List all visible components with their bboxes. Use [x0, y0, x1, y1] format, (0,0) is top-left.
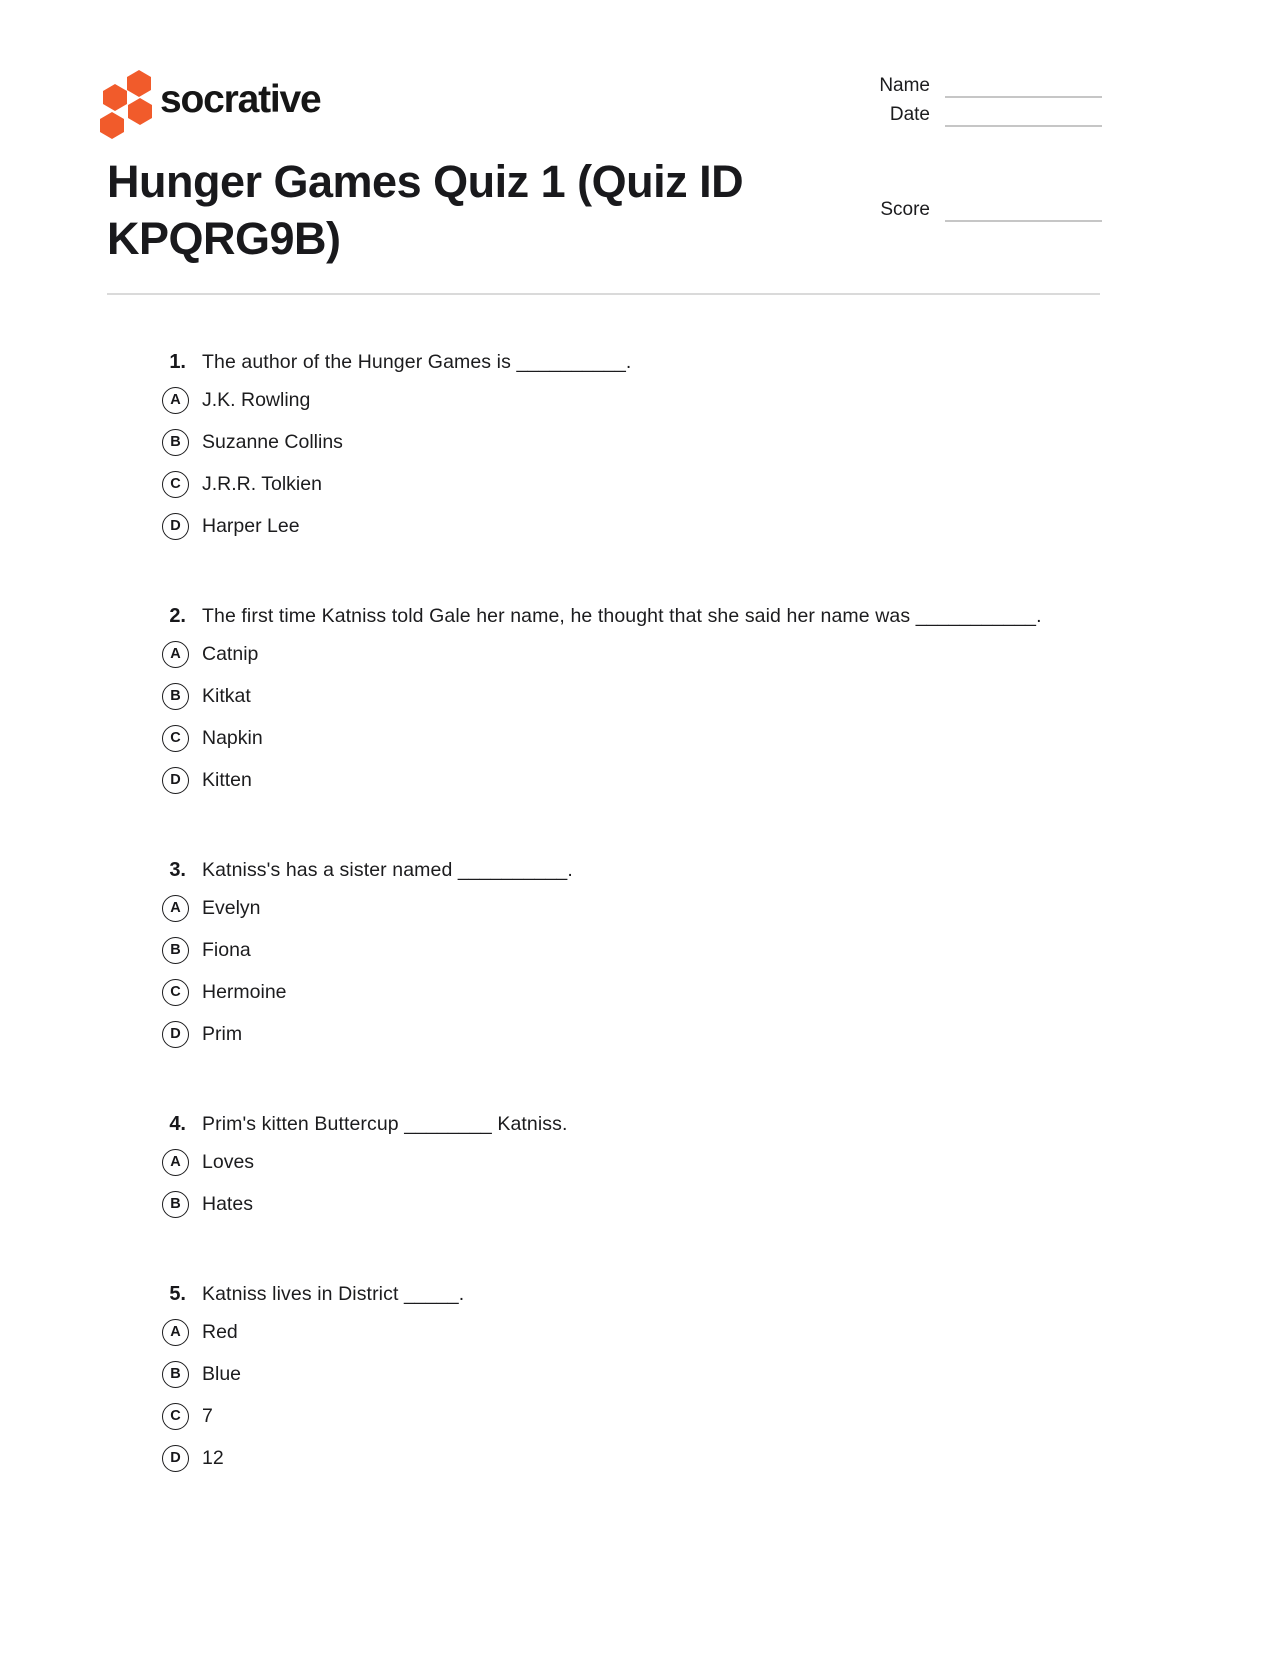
- question-number: 1.: [169, 350, 186, 373]
- question-block: [107, 1281, 1167, 1472]
- option-letter: C: [170, 984, 181, 1001]
- option-letter: C: [170, 476, 181, 493]
- option-bubble-icon: [162, 683, 189, 710]
- option-bubble-icon: [162, 1403, 189, 1430]
- option-letter: A: [170, 1324, 181, 1341]
- hexagon-icon: [127, 70, 151, 97]
- options-list: [107, 1149, 1167, 1218]
- question-text: Katniss lives in District _____.: [202, 1282, 465, 1305]
- option-letter: B: [170, 1196, 181, 1213]
- hexagon-icon: [103, 84, 127, 111]
- option-bubble-icon: [162, 429, 189, 456]
- option-bubble-icon: [162, 1191, 189, 1218]
- question-number: 4.: [169, 1112, 186, 1135]
- option-letter: A: [170, 1154, 181, 1171]
- socrative-logo: [100, 69, 340, 141]
- question-text: The author of the Hunger Games is __________.: [202, 350, 632, 373]
- option-text: Fiona: [202, 939, 251, 961]
- question-number: 5.: [169, 1282, 186, 1305]
- option-letter: A: [170, 646, 181, 663]
- option-bubble-icon: [162, 1361, 189, 1388]
- options-list: [107, 641, 1167, 794]
- options-list: [107, 387, 1167, 540]
- answer-option[interactable]: [107, 895, 1167, 922]
- options-list: [107, 1319, 1167, 1472]
- option-bubble-icon: [162, 725, 189, 752]
- answer-option[interactable]: [107, 767, 1167, 794]
- option-letter: B: [170, 434, 181, 451]
- answer-option[interactable]: [107, 387, 1167, 414]
- question-block: [107, 349, 1167, 540]
- option-letter: A: [170, 900, 181, 917]
- option-text: J.K. Rowling: [202, 389, 311, 411]
- question-text: Prim's kitten Buttercup ________ Katniss.: [202, 1112, 568, 1135]
- option-text: Napkin: [202, 727, 263, 749]
- option-text: Harper Lee: [202, 515, 300, 537]
- option-text: Blue: [202, 1363, 242, 1385]
- hexagon-icon: [100, 112, 124, 139]
- question-row: [107, 603, 1167, 629]
- option-bubble-icon: [162, 387, 189, 414]
- hexagon-icon: [128, 98, 152, 125]
- answer-option[interactable]: [107, 1361, 1167, 1388]
- answer-option[interactable]: [107, 429, 1167, 456]
- option-text: Loves: [202, 1151, 255, 1173]
- option-text: Kitten: [202, 769, 252, 791]
- option-letter: D: [170, 772, 181, 789]
- option-bubble-icon: [162, 1021, 189, 1048]
- date-blank-line[interactable]: [945, 107, 1102, 127]
- answer-option[interactable]: [107, 1021, 1167, 1048]
- quiz-title: [107, 153, 887, 267]
- option-text: Red: [202, 1321, 238, 1343]
- socrative-wordmark: socrative: [160, 78, 321, 121]
- quiz-title-line1: Hunger Games Quiz 1 (Quiz ID: [107, 156, 744, 207]
- name-field-row: [879, 76, 1102, 98]
- option-letter: B: [170, 1366, 181, 1383]
- option-bubble-icon: [162, 1149, 189, 1176]
- answer-option[interactable]: [107, 471, 1167, 498]
- option-bubble-icon: [162, 937, 189, 964]
- option-text: Prim: [202, 1023, 243, 1045]
- answer-option[interactable]: [107, 1149, 1167, 1176]
- option-letter: C: [170, 1408, 181, 1425]
- header-divider: [107, 293, 1100, 295]
- answer-option[interactable]: [107, 641, 1167, 668]
- score-label: Score: [880, 199, 930, 220]
- answer-option[interactable]: [107, 1403, 1167, 1430]
- option-text: Hates: [202, 1193, 253, 1215]
- option-text: Kitkat: [202, 685, 251, 707]
- question-number: 3.: [169, 858, 186, 881]
- score-field: [880, 200, 1102, 229]
- option-bubble-icon: [162, 641, 189, 668]
- option-text: Evelyn: [202, 897, 261, 919]
- option-bubble-icon: [162, 895, 189, 922]
- options-list: [107, 895, 1167, 1048]
- question-row: [107, 1111, 1167, 1137]
- question-text: Katniss's has a sister named __________.: [202, 858, 573, 881]
- question-row: [107, 857, 1167, 883]
- question-row: [107, 349, 1167, 375]
- answer-option[interactable]: [107, 513, 1167, 540]
- question-block: [107, 1111, 1167, 1218]
- student-meta-fields: [879, 76, 1102, 134]
- option-bubble-icon: [162, 767, 189, 794]
- question-number: 2.: [169, 604, 186, 627]
- answer-option[interactable]: [107, 683, 1167, 710]
- option-letter: B: [170, 942, 181, 959]
- option-text: Catnip: [202, 643, 259, 665]
- option-letter: C: [170, 730, 181, 747]
- socrative-hexagons-icon: [100, 69, 154, 141]
- option-letter: D: [170, 1026, 181, 1043]
- question-block: [107, 857, 1167, 1048]
- option-bubble-icon: [162, 1445, 189, 1472]
- answer-option[interactable]: [107, 1445, 1167, 1472]
- option-letter: D: [170, 1450, 181, 1467]
- answer-option[interactable]: [107, 1319, 1167, 1346]
- option-bubble-icon: [162, 471, 189, 498]
- question-block: [107, 603, 1167, 794]
- date-field-row: [879, 105, 1102, 127]
- question-text: The first time Katniss told Gale her name, he thought that she said her name was ___________.: [202, 604, 1042, 627]
- question-row: [107, 1281, 1167, 1307]
- option-bubble-icon: [162, 513, 189, 540]
- score-field-row: [880, 200, 1102, 222]
- name-blank-line[interactable]: [945, 78, 1102, 98]
- option-letter: A: [170, 392, 181, 409]
- quiz-title-line2: KPQRG9B): [107, 213, 341, 264]
- option-letter: B: [170, 688, 181, 705]
- option-text: Suzanne Collins: [202, 431, 343, 453]
- questions-list: [107, 349, 1167, 1472]
- option-letter: D: [170, 518, 181, 535]
- date-label: Date: [889, 104, 930, 125]
- option-text: 12: [202, 1447, 224, 1469]
- option-text: J.R.R. Tolkien: [202, 473, 322, 495]
- name-label: Name: [879, 75, 930, 96]
- option-text: Hermoine: [202, 981, 287, 1003]
- answer-option[interactable]: [107, 725, 1167, 752]
- option-bubble-icon: [162, 979, 189, 1006]
- answer-option[interactable]: [107, 1191, 1167, 1218]
- option-bubble-icon: [162, 1319, 189, 1346]
- score-blank-line[interactable]: [945, 202, 1102, 222]
- answer-option[interactable]: [107, 937, 1167, 964]
- answer-option[interactable]: [107, 979, 1167, 1006]
- option-text: 7: [202, 1405, 213, 1427]
